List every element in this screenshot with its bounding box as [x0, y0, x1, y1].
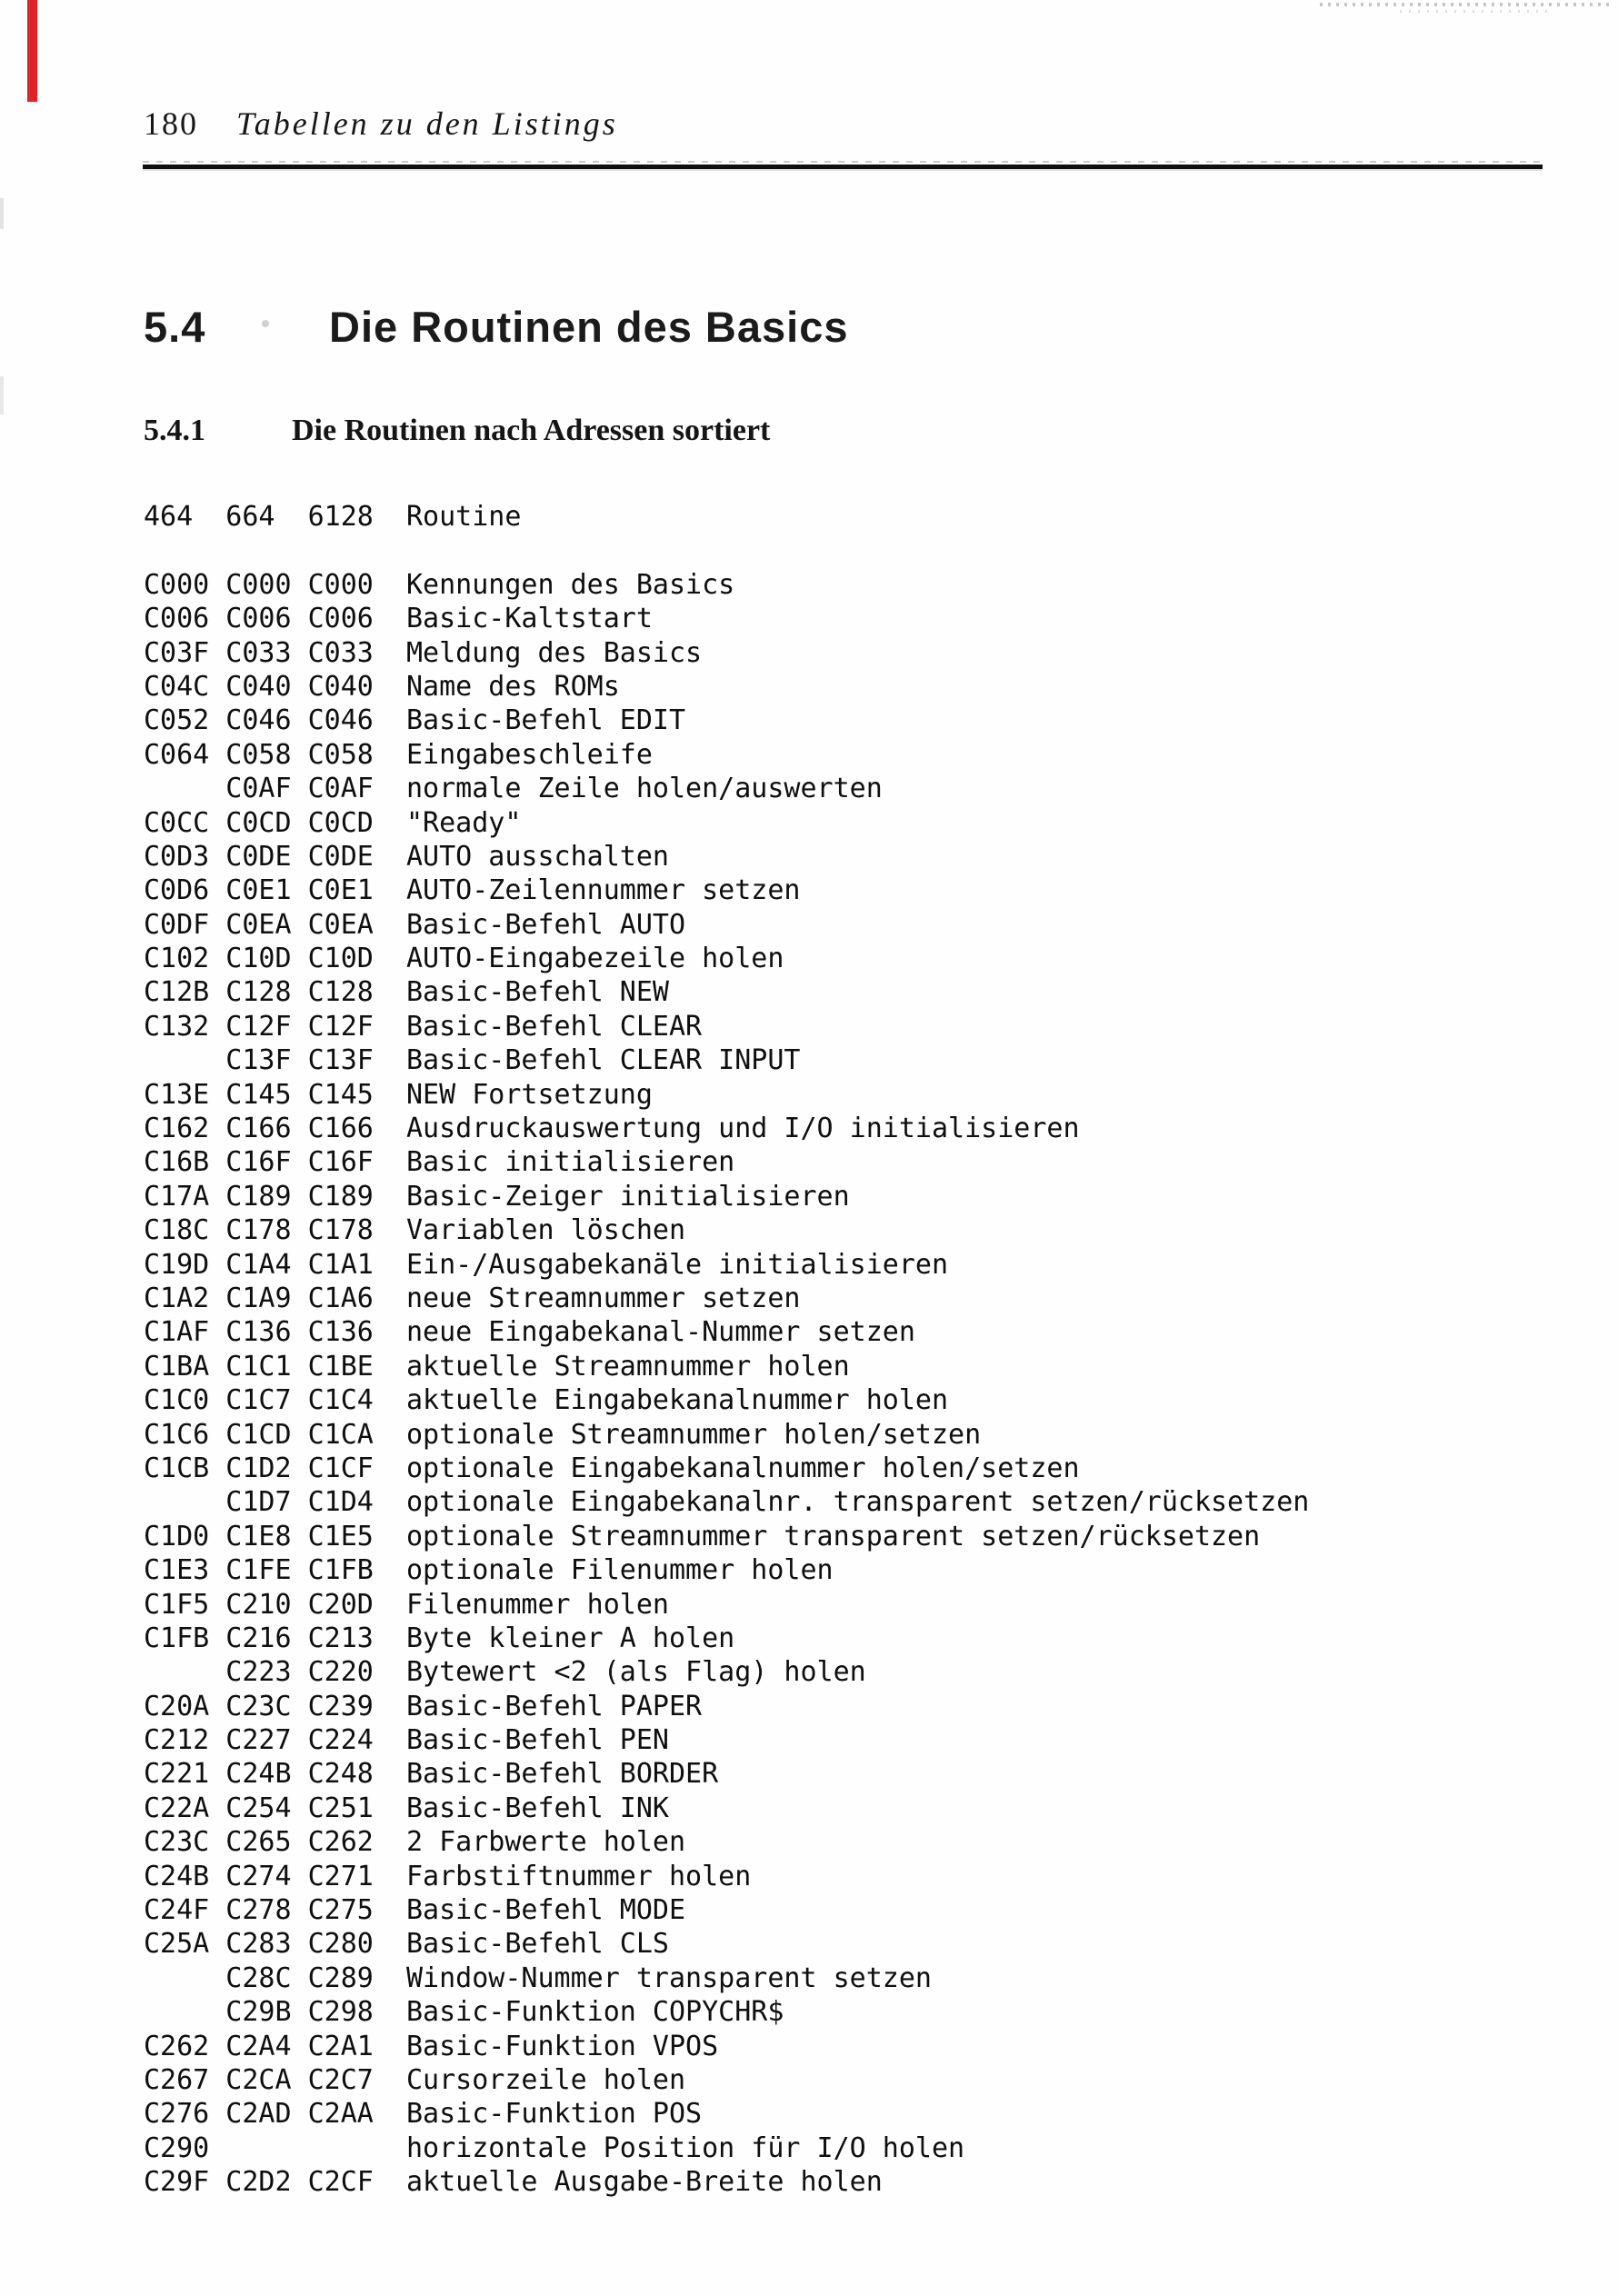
- cell-2: C213: [307, 1622, 374, 1654]
- cell-0: C04C: [144, 670, 210, 703]
- cell-2: C040: [307, 670, 374, 703]
- subsection-number: 5.4.1: [144, 414, 205, 447]
- cell-1: C1CD: [225, 1418, 292, 1451]
- cell-1: C210: [225, 1588, 292, 1621]
- cell-0: C1FB: [144, 1622, 210, 1654]
- cell-0: C18C: [144, 1214, 210, 1247]
- cell-2: C000: [307, 568, 374, 601]
- running-head-title: Tabellen zu den Listings: [236, 105, 618, 142]
- cell-0: C24B: [144, 1860, 210, 1892]
- cell-1: C223: [225, 1656, 292, 1689]
- cell-0: C12B: [144, 976, 210, 1009]
- cell-1: C24B: [225, 1758, 292, 1791]
- cell-1: C0AF: [225, 773, 292, 805]
- cell-0: C23C: [144, 1826, 210, 1859]
- cell-1: C128: [225, 976, 292, 1009]
- cell-1: C2D2: [225, 2166, 292, 2199]
- cell-2: C166: [307, 1113, 374, 1145]
- scan-noise-top-right: [1320, 3, 1609, 6]
- cell-1: C13F: [225, 1044, 292, 1077]
- cell-0: C19D: [144, 1248, 210, 1281]
- cell-3: Name des ROMs: [405, 670, 620, 703]
- cell-3: Basic-Befehl PAPER: [405, 1690, 703, 1722]
- cell-2: C046: [307, 704, 374, 737]
- cell-0: C1F5: [144, 1588, 210, 1621]
- cell-0: C162: [144, 1113, 210, 1145]
- cell-1: C2A4: [225, 2030, 292, 2062]
- cell-0: C212: [144, 1724, 210, 1757]
- cell-2: C1CF: [307, 1452, 374, 1484]
- cell-1: C1A9: [225, 1282, 292, 1314]
- cell-1: C058: [225, 738, 292, 771]
- cell-1: C0DE: [225, 840, 292, 873]
- cell-0: C000: [144, 568, 210, 601]
- cell-0: C1CB: [144, 1452, 210, 1484]
- cell-1: C145: [225, 1078, 292, 1111]
- cell-0: C290: [144, 2131, 210, 2164]
- cell-1: C1FE: [225, 1554, 292, 1587]
- cell-2: C0DE: [307, 840, 374, 873]
- cell-1: C265: [225, 1826, 292, 1859]
- cell-1: C2AD: [225, 2098, 292, 2131]
- cell-2: C12F: [307, 1010, 374, 1043]
- cell-3: Basic-Befehl CLEAR: [405, 1010, 703, 1043]
- cell-3: Cursorzeile holen: [405, 2063, 686, 2096]
- cell-2: C2CF: [307, 2166, 374, 2199]
- cell-0: C1D0: [144, 1520, 210, 1552]
- cell-3: "Ready": [405, 806, 522, 839]
- cell-3: AUTO ausschalten: [405, 840, 669, 873]
- cell-0: C262: [144, 2030, 210, 2062]
- cell-3: Basic-Befehl AUTO: [405, 908, 686, 941]
- cell-0: C1A2: [144, 1282, 210, 1314]
- scan-noise-top-right-2: [1400, 10, 1554, 13]
- cell-1: C136: [225, 1316, 292, 1349]
- cell-2: C13F: [307, 1044, 374, 1077]
- header-rule-fuzz: [143, 161, 1543, 163]
- cell-2: C1CA: [307, 1418, 374, 1451]
- cell-3: aktuelle Eingabekanalnummer holen: [405, 1384, 949, 1417]
- page-number: 180: [144, 105, 198, 142]
- cell-2: C128: [307, 976, 374, 1009]
- cell-3: optionale Eingabekanalnr. transparent setzen/rücksetzen: [405, 1486, 1310, 1519]
- cell-0: C052: [144, 704, 210, 737]
- cell-3: Ein-/Ausgabekanäle initialisieren: [405, 1248, 949, 1281]
- cell-0: C1C6: [144, 1418, 210, 1451]
- cell-0: C267: [144, 2063, 210, 2096]
- cell-3: horizontale Position für I/O holen: [405, 2131, 965, 2164]
- header-rule: [143, 165, 1543, 169]
- cell-1: C10D: [225, 943, 292, 975]
- cell-3: Basic-Funktion POS: [405, 2098, 703, 2131]
- cell-0: C1C0: [144, 1384, 210, 1417]
- section-title: Die Routinen des Basics: [329, 303, 849, 351]
- cell-1: C2CA: [225, 2063, 292, 2096]
- cell-0: C276: [144, 2098, 210, 2131]
- cell-2: C1A1: [307, 1248, 374, 1281]
- cell-1: C166: [225, 1113, 292, 1145]
- cell-2: C20D: [307, 1588, 374, 1621]
- cell-3: Byte kleiner A holen: [405, 1622, 735, 1654]
- cell-1: C216: [225, 1622, 292, 1654]
- section-heading: [144, 304, 849, 351]
- subsection-heading: [144, 413, 770, 449]
- cell-3: Ausdruckauswertung und I/O initialisieren: [405, 1113, 1080, 1145]
- cell-2: C1C4: [307, 1384, 374, 1417]
- cell-1: C040: [225, 670, 292, 703]
- cell-0: C1E3: [144, 1554, 210, 1587]
- cell-3: Meldung des Basics: [405, 636, 703, 669]
- cell-1: C283: [225, 1928, 292, 1961]
- running-head: [144, 105, 618, 142]
- cell-2: C289: [307, 1962, 374, 1994]
- cell-0: C0CC: [144, 806, 210, 839]
- cell-2: C275: [307, 1894, 374, 1927]
- cell-3: Basic-Befehl INK: [405, 1792, 669, 1824]
- cell-1: C046: [225, 704, 292, 737]
- cell-0: C0D6: [144, 874, 210, 907]
- cell-2: C239: [307, 1690, 374, 1722]
- cell-1: C033: [225, 636, 292, 669]
- cell-3: Window-Nummer transparent setzen: [405, 1962, 932, 1994]
- cell-3: Basic-Kaltstart: [405, 603, 653, 635]
- column-header-3: Routine: [405, 501, 522, 533]
- cell-3: Basic-Zeiger initialisieren: [405, 1180, 850, 1213]
- cell-3: Variablen löschen: [405, 1214, 686, 1247]
- cell-1: C16F: [225, 1146, 292, 1179]
- scan-speck-left-2: [0, 376, 4, 414]
- cell-2: C1D4: [307, 1486, 374, 1519]
- cell-1: C0CD: [225, 806, 292, 839]
- cell-3: Basic-Funktion COPYCHR$: [405, 1996, 784, 2029]
- column-header-1: 664: [225, 501, 275, 533]
- cell-3: neue Eingabekanal-Nummer setzen: [405, 1316, 915, 1349]
- scan-speck-left: [0, 198, 4, 229]
- cell-3: optionale Streamnummer transparent setzen/rücksetzen: [405, 1520, 1261, 1552]
- cell-2: C271: [307, 1860, 374, 1892]
- cell-1: C1D7: [225, 1486, 292, 1519]
- cell-0: C17A: [144, 1180, 210, 1213]
- cell-0: C1AF: [144, 1316, 210, 1349]
- cell-3: neue Streamnummer setzen: [405, 1282, 801, 1314]
- cell-0: C064: [144, 738, 210, 771]
- cell-3: 2 Farbwerte holen: [405, 1826, 686, 1859]
- cell-2: C10D: [307, 943, 374, 975]
- cell-3: AUTO-Eingabezeile holen: [405, 943, 784, 975]
- cell-0: C25A: [144, 1928, 210, 1961]
- cell-2: C251: [307, 1792, 374, 1824]
- cell-1: C227: [225, 1724, 292, 1757]
- cell-0: C102: [144, 943, 210, 975]
- cell-1: C1C7: [225, 1384, 292, 1417]
- cell-3: Farbstiftnummer holen: [405, 1860, 752, 1892]
- cell-3: optionale Filenummer holen: [405, 1554, 834, 1587]
- cell-3: AUTO-Zeilennummer setzen: [405, 874, 801, 907]
- cell-3: optionale Streamnummer holen/setzen: [405, 1418, 982, 1451]
- cell-3: optionale Eingabekanalnummer holen/setzen: [405, 1452, 1080, 1484]
- cell-1: C0EA: [225, 908, 292, 941]
- cell-3: Basic-Befehl CLS: [405, 1928, 669, 1961]
- cell-1: C28C: [225, 1962, 292, 1994]
- cell-2: C16F: [307, 1146, 374, 1179]
- cell-2: C298: [307, 1996, 374, 2029]
- cell-2: C2A1: [307, 2030, 374, 2062]
- cell-0: C221: [144, 1758, 210, 1791]
- section-number: 5.4: [144, 303, 206, 351]
- cell-2: C0E1: [307, 874, 374, 907]
- cell-2: C0EA: [307, 908, 374, 941]
- cell-3: Filenummer holen: [405, 1588, 669, 1621]
- cell-1: C1C1: [225, 1350, 292, 1383]
- cell-0: C0DF: [144, 908, 210, 941]
- cell-3: Basic-Befehl NEW: [405, 976, 669, 1009]
- cell-3: Basic-Befehl EDIT: [405, 704, 686, 737]
- cell-2: C2AA: [307, 2098, 374, 2131]
- red-registration-mark: [27, 0, 37, 102]
- cell-0: C22A: [144, 1792, 210, 1824]
- cell-1: C0E1: [225, 874, 292, 907]
- cell-3: normale Zeile holen/auswerten: [405, 773, 883, 805]
- cell-1: C1A4: [225, 1248, 292, 1281]
- cell-2: C220: [307, 1656, 374, 1689]
- cell-1: C006: [225, 603, 292, 635]
- cell-3: aktuelle Ausgabe-Breite holen: [405, 2166, 883, 2199]
- cell-3: Basic-Befehl CLEAR INPUT: [405, 1044, 801, 1077]
- cell-2: C145: [307, 1078, 374, 1111]
- cell-2: C1A6: [307, 1282, 374, 1314]
- cell-2: C178: [307, 1214, 374, 1247]
- cell-3: aktuelle Streamnummer holen: [405, 1350, 850, 1383]
- cell-2: C280: [307, 1928, 374, 1961]
- cell-1: C254: [225, 1792, 292, 1824]
- cell-0: C29F: [144, 2166, 210, 2199]
- cell-1: C274: [225, 1860, 292, 1892]
- cell-0: C1BA: [144, 1350, 210, 1383]
- cell-2: C1BE: [307, 1350, 374, 1383]
- cell-1: C1E8: [225, 1520, 292, 1552]
- cell-1: C178: [225, 1214, 292, 1247]
- cell-2: C033: [307, 636, 374, 669]
- cell-0: C24F: [144, 1894, 210, 1927]
- cell-2: C006: [307, 603, 374, 635]
- cell-2: C1E5: [307, 1520, 374, 1552]
- cell-2: C248: [307, 1758, 374, 1791]
- cell-3: Basic-Befehl MODE: [405, 1894, 686, 1927]
- subsection-title: Die Routinen nach Adressen sortiert: [292, 414, 771, 447]
- cell-0: C13E: [144, 1078, 210, 1111]
- cell-3: Basic initialisieren: [405, 1146, 735, 1179]
- cell-2: C0CD: [307, 806, 374, 839]
- cell-3: Basic-Funktion VPOS: [405, 2030, 719, 2062]
- cell-0: C0D3: [144, 840, 210, 873]
- column-header-0: 464: [144, 501, 194, 533]
- cell-2: C1FB: [307, 1554, 374, 1587]
- cell-3: Eingabeschleife: [405, 738, 653, 771]
- cell-2: C224: [307, 1724, 374, 1757]
- cell-2: C0AF: [307, 773, 374, 805]
- cell-2: C189: [307, 1180, 374, 1213]
- cell-3: Basic-Befehl PEN: [405, 1724, 669, 1757]
- column-header-2: 6128: [307, 501, 374, 533]
- cell-0: C20A: [144, 1690, 210, 1722]
- cell-0: C16B: [144, 1146, 210, 1179]
- cell-2: C262: [307, 1826, 374, 1859]
- cell-2: C136: [307, 1316, 374, 1349]
- cell-2: C058: [307, 738, 374, 771]
- cell-3: NEW Fortsetzung: [405, 1078, 653, 1111]
- cell-1: C23C: [225, 1690, 292, 1722]
- cell-1: C29B: [225, 1996, 292, 2029]
- cell-0: C03F: [144, 636, 210, 669]
- cell-1: C278: [225, 1894, 292, 1927]
- cell-3: Basic-Befehl BORDER: [405, 1758, 719, 1791]
- cell-0: C006: [144, 603, 210, 635]
- cell-3: Kennungen des Basics: [405, 568, 735, 601]
- cell-2: C2C7: [307, 2063, 374, 2096]
- cell-1: C189: [225, 1180, 292, 1213]
- cell-1: C1D2: [225, 1452, 292, 1484]
- cell-1: C000: [225, 568, 292, 601]
- cell-0: C132: [144, 1010, 210, 1043]
- cell-1: C12F: [225, 1010, 292, 1043]
- cell-3: Bytewert <2 (als Flag) holen: [405, 1656, 866, 1689]
